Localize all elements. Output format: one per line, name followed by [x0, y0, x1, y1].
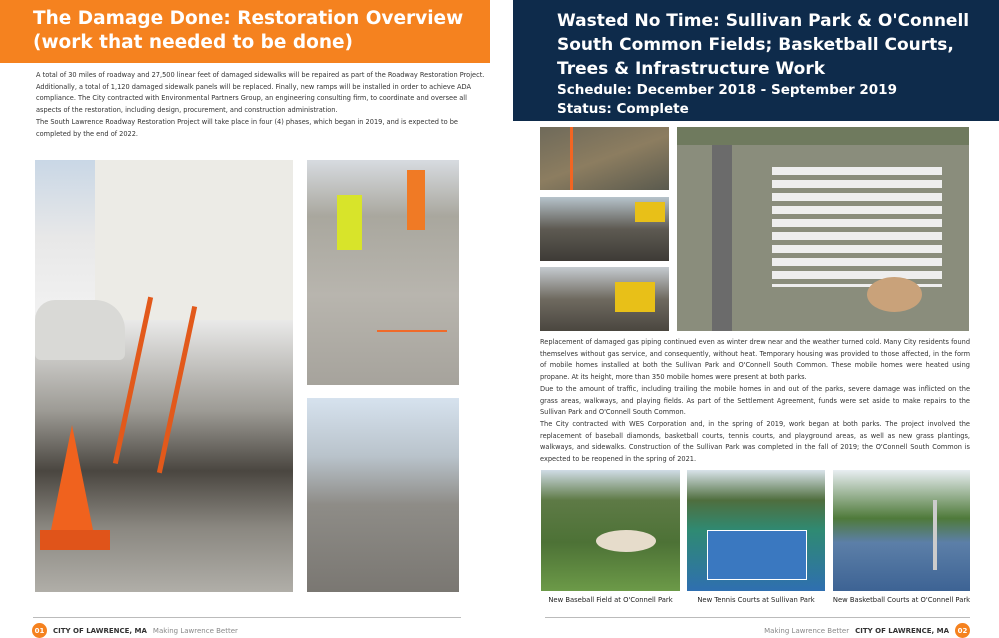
- title-line: Wasted No Time: Sullivan Park & O'Connell: [557, 11, 970, 31]
- photo-sidewalk-excavation: [35, 160, 293, 592]
- right-page-header: [513, 0, 999, 121]
- photo-park-damage-1: [540, 127, 669, 190]
- photo-caption: New Baseball Field at O'Connell Park: [548, 596, 673, 604]
- title-line: (work that needed to be done): [33, 32, 353, 53]
- photo-aerial-mobile-homes: [677, 127, 969, 331]
- title-line: The Damage Done: Restoration Overview: [33, 8, 464, 29]
- photo-tennis-courts: [687, 470, 825, 591]
- right-body-text: [540, 337, 970, 466]
- photo-caption: New Tennis Courts at Sullivan Park: [697, 596, 815, 604]
- photo-park-excavator: [540, 267, 669, 331]
- footer-city: CITY OF LAWRENCE, MA: [53, 626, 147, 635]
- left-footer: [32, 623, 238, 638]
- photo-baseball-field: [541, 470, 680, 591]
- paragraph: Due to the amount of traffic, including trailing the mobile homes in and out of the parks, severe damage was inflicted on the grass areas, walkways, and playing fields. As part of the Settlement Agreement, funds were set aside to make repairs to the Sullivan Park and O'Connell South Common.: [540, 384, 970, 417]
- footer-divider: [545, 617, 970, 618]
- photo-sidewalk-workers: [307, 160, 459, 385]
- photo-caption: New Basketball Courts at O'Connell Park: [832, 596, 971, 604]
- photo-road-surface: [307, 398, 459, 592]
- schedule: Schedule: December 2018 - September 2019: [557, 82, 897, 98]
- left-body-text: [36, 70, 491, 140]
- paragraph: A total of 30 miles of roadway and 27,500 linear feet of damaged sidewalks will be repaired as part of the Roadway Restoration Project. Additionally, a total of 1,120 damaged sidewalk panels will be replaced. Finally, new ramps will be installed in order to achieve ADA compliance. The City contracted with Environmental Partners Group, an engineering consulting firm, to coordinate and oversee all aspects of the restoration, including design, procurement, and construction administration.: [36, 71, 485, 115]
- photo-basketball-courts: [833, 470, 970, 591]
- footer-divider: [33, 617, 461, 618]
- footer-city: CITY OF LAWRENCE, MA: [855, 626, 949, 635]
- paragraph: Replacement of damaged gas piping continued even as winter drew near and the weather turned cold. Many City residents found themselves without gas service, and consequently, without heat. Temporary housing was provided to those affected, in the form of mobile homes installed at both the Sullivan Park and O'Connell South Common. These mobile homes were heated using propane. At its height, more than 350 mobile homes were present at both parks.: [540, 338, 970, 382]
- photo-park-damage-2: [540, 197, 669, 261]
- paragraph: The City contracted with WES Corporation and, in the spring of 2019, work began at both parks. The project involved the replacement of baseball diamonds, basketball courts, tennis courts, and playground areas, as well as new grass plantings, walkways, and sidewalks. Construction of the Sullivan Park was completed in the fall of 2019; the O'Connell South Common is expected to be reopened in the spring of 2021.: [540, 419, 970, 464]
- right-footer: [764, 623, 970, 638]
- page-number: 02: [955, 623, 970, 638]
- status: Status: Complete: [557, 101, 689, 117]
- page-number: 01: [32, 623, 47, 638]
- title-line: South Common Fields; Basketball Courts,: [557, 35, 954, 55]
- footer-tagline: Making Lawrence Better: [152, 626, 238, 635]
- footer-tagline: Making Lawrence Better: [764, 626, 850, 635]
- title-line: Trees & Infrastructure Work: [557, 59, 826, 79]
- left-page-title: [0, 0, 490, 63]
- paragraph: The South Lawrence Roadway Restoration Project will take place in four (4) phases, which began in 2019, and is expected to be completed by the end of 2022.: [36, 117, 458, 138]
